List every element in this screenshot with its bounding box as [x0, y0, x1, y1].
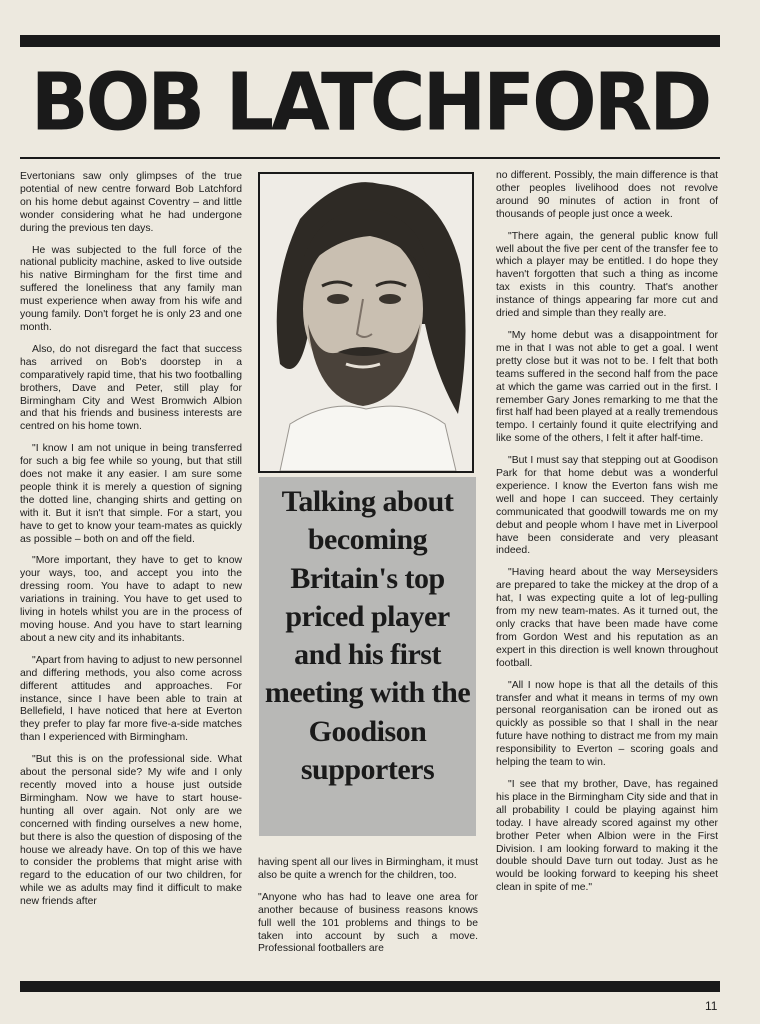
top-rule-bar	[20, 35, 720, 47]
paragraph: "All I now hope is that all the details of this transfer and what it means in terms of my own personal reorganisation can be ironed out as quickly as possible so that I shall in the near future have nothing to distract me from my main responsibility to Everton – scoring goals and helping the team to win.	[496, 679, 718, 769]
paragraph: "Anyone who has had to leave one area for another because of business reasons knows full well the 101 problems and things to be taken into account by such a move. Professional footballers are	[258, 891, 478, 955]
paragraph: He was subjected to the full force of the national publicity machine, asked to live outside his native Birmingham for the first time and suffered the loneliness that any family man must experience when away from his wife and young family. Don't forget he is only 23 and one month.	[20, 244, 242, 333]
page-number: 11	[705, 999, 718, 1013]
paragraph: "I see that my brother, Dave, has regained his place in the Birmingham City side and that in all probability I could be playing against him today. I have already scored against my other brother Peter when Albion were in the First Division. I am looking forward to making it the double should Dave turn out today. Just as he would be looking forward to keeping his sheet clean in spite of me."	[496, 778, 718, 894]
paragraph: "I know I am not unique in being transferred for such a big fee while so young, but that still does not make it any easier. I am sure some people think it is merely a question of signing the dotted line, changing shirts and getting on with it. But it isn't that simple. For a start, you have to get to know your team-mates as quickly as possible – both on and off the field.	[20, 443, 242, 545]
paragraph: Also, do not disregard the fact that success has arrived on Bob's doorstep in a comparatively rapid time, that his two footballing brothers, Dave and Peter, still play for Birmingham City and West Bromwich Albion and that his friends and business interests are centred on his home town.	[20, 343, 242, 433]
headline-underline	[20, 157, 720, 159]
headline: BOB LATCHFORD	[30, 54, 710, 149]
portrait-image	[260, 174, 472, 471]
paragraph: having spent all our lives in Birmingham, it must also be quite a wrench for the children, too.	[258, 857, 478, 881]
pull-quote: Talking about becoming Britain's top priced player and his first meeting with the Goodison supporters	[259, 477, 476, 836]
paragraph: "Apart from having to adjust to new personnel and differing methods, you also come across different attitudes and approaches. For instance, since I have been able to train at Bellefield, I have noticed that here at Everton they prefer to play far more five-a-side matches than I experienced with Birmingham.	[20, 654, 242, 744]
paragraph: no different. Possibly, the main difference is that other peoples livelihood does not revolve around 90 minutes of action in front of thousands of people just once a week.	[496, 170, 718, 220]
article-column-1	[20, 171, 242, 918]
paragraph: Evertonians saw only glimpses of the true potential of new centre forward Bob Latchford on his home debut against Coventry – and little wonder considering what he had undergone during the previous ten days.	[20, 171, 242, 234]
paragraph: "More important, they have to get to know your ways, too, and accept you into the dressing room. You have to adapt to new variations in training. You have to get used to living in hotels whilst you are in the process of moving house. And you have to start learning about a new city and its inhabitants.	[20, 555, 242, 644]
bottom-rule-bar	[20, 981, 720, 992]
paragraph: "But I must say that stepping out at Goodison Park for that home debut was a wonderful experience. I know the Everton fans wish me well and hope I can succeed. They certainly communicated that goodwill towards me on my debut and people whom I have met in Liverpool have been considerate and very pleasant indeed.	[496, 455, 718, 557]
article-column-3	[496, 170, 718, 904]
paragraph: "But this is on the professional side. What about the personal side? My wife and I only recently moved into a house just outside Birmingham. Now we have to start house-hunting all over again. Not only are we concerned with finding ourselves a new home, but there is also the question of disposing of the house we already have. On top of this we have to consider the problems that might arise with regard to the education of our two children, for while we as adults may find it difficult to make new friends after	[20, 754, 242, 908]
paragraph: "Having heard about the way Merseysiders are prepared to take the mickey at the drop of a hat, I was expecting quite a lot of leg-pulling from my new team-mates. As it turned out, the only cracks that have been made have come from Gordon West and his reputation as an expert in this direction is well known throughout football.	[496, 567, 718, 669]
player-portrait-photo	[258, 172, 474, 473]
article-column-2	[258, 857, 478, 965]
paragraph: "There again, the general public know full well about the five per cent of the transfer fee to which a player may be entitled. I do hope they haven't forgotten that such a thing as income tax exists in this country. That's another instance of things appearing far more cut and dried and simple than they really are.	[496, 230, 718, 320]
paragraph: "My home debut was a disappointment for me in that I was not able to get a goal. I went pretty close but it was not to be. I felt that both teams suffered in the second half from the pace at which the game was carried out in the first. I remember Gary Jones remarking to me that the first half had been played at a really tremendous tempo. I certainly found it quite electrifying and like some of the others, I felt it after half-time.	[496, 329, 718, 445]
